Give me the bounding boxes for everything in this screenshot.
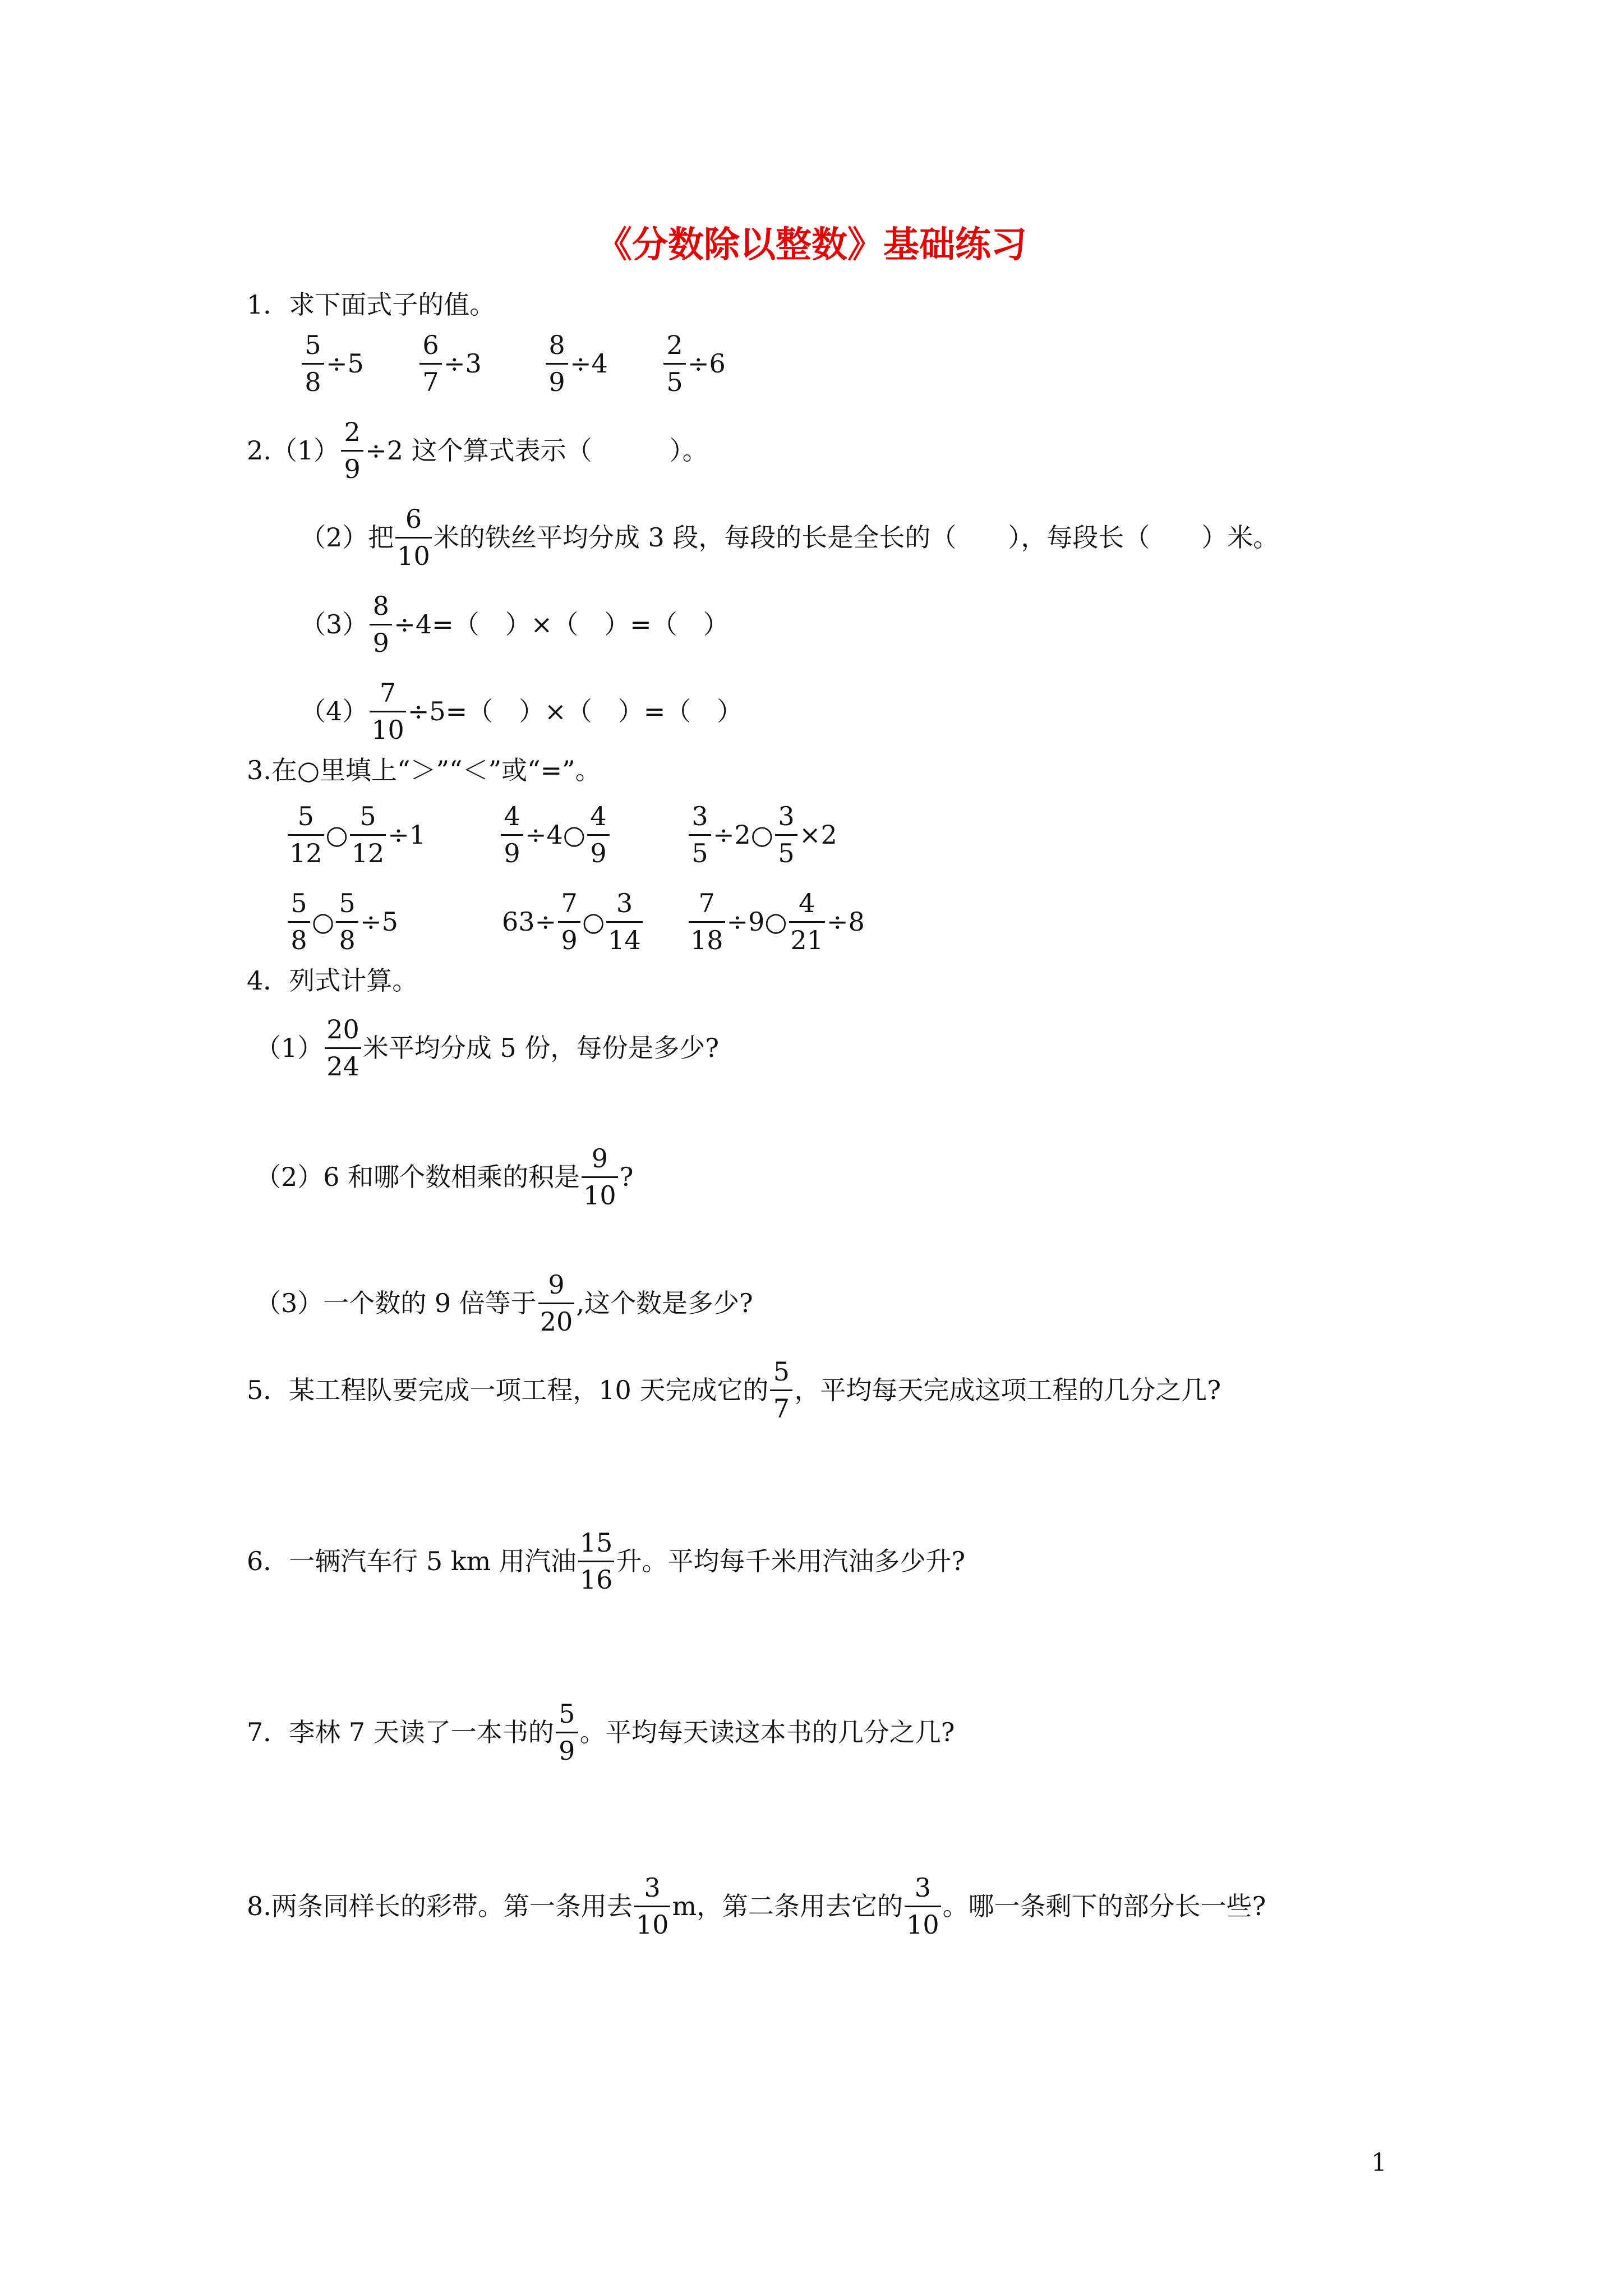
q8: 8.两条同样长的彩带。第一条用去 $\frac{3}{10}$ m，第二条用去它的 $\frac{3}{10}$ 。哪一条剩下的部分长一些? [247, 1872, 1266, 1940]
fraction: $\frac{6}{7}$ [419, 331, 442, 396]
q6: 6．一辆汽车行 5 km 用汽油 $\frac{15}{16}$ 升。平均每千米用汽油多少升? [247, 1527, 966, 1595]
fraction: $\frac{8}{9}$ [546, 331, 568, 396]
q1-expression-2: $\frac{6}{7}$ ÷3 [418, 331, 482, 396]
q2-part-3: （3） $\frac{8}{9}$ ÷4=（ ）×（ ）=（ ） [300, 591, 729, 658]
page-number: 1 [1371, 2148, 1387, 2177]
fraction: $\frac{5}{8}$ [288, 889, 310, 954]
q3-label: 3.在○里填上“＞”“＜”或“=”。 [247, 755, 601, 785]
fraction: $\frac{2}{5}$ [663, 331, 686, 396]
fraction: $\frac{3}{14}$ [606, 889, 643, 954]
q4-label: 4．列式计算。 [247, 965, 418, 996]
fraction: $\frac{5}{9}$ [556, 1700, 578, 1765]
q2-part-1: 2.（1） $\frac{2}{9}$ ÷2 这个算式表示（ ）。 [247, 417, 708, 484]
q7: 7．李林 7 天读了一本书的 $\frac{5}{9}$ 。平均每天读这本书的几分之几? [247, 1699, 955, 1766]
fraction: $\frac{5}{7}$ [770, 1358, 792, 1423]
fraction: $\frac{6}{10}$ [395, 505, 432, 570]
fraction: $\frac{3}{10}$ [634, 1874, 671, 1939]
q4-part-2: （2）6 和哪个数相乘的积是 $\frac{9}{10}$ ? [255, 1143, 634, 1211]
q2-part-4: （4） $\frac{7}{10}$ ÷5=（ ）×（ ）=（ ） [300, 678, 743, 745]
q5: 5．某工程队要完成一项工程，10 天完成它的 $\frac{5}{7}$ ，平均每天完成这项工程的几分之几? [247, 1356, 1221, 1424]
q1-expression-1: $\frac{5}{8}$ ÷5 [300, 331, 364, 396]
q4-part-1: （1） $\frac{20}{24}$ 米平均分成 5 份，每份是多少? [255, 1014, 720, 1082]
worksheet-title: 《分数除以整数》基础练习 [596, 224, 1027, 266]
compare-circle: ○ [582, 907, 605, 937]
compare-circle: ○ [312, 907, 335, 937]
fraction: $\frac{15}{16}$ [578, 1529, 615, 1594]
fraction: $\frac{9}{10}$ [582, 1144, 618, 1209]
fraction: $\frac{3}{5}$ [689, 802, 711, 867]
q2-part-2: （2）把 $\frac{6}{10}$ 米的铁丝平均分成 3 段，每段的长是全长的（ ），每段长（ ）米。 [300, 504, 1279, 571]
fraction: $\frac{5}{8}$ [336, 889, 358, 954]
q3-compare-3: $\frac{3}{5}$ ÷2○ $\frac{3}{5}$ ×2 [687, 802, 837, 867]
fraction: $\frac{7}{9}$ [558, 889, 580, 954]
fraction: $\frac{3}{5}$ [775, 802, 797, 867]
compare-circle: ○ [325, 820, 348, 850]
fraction: $\frac{4}{9}$ [501, 802, 523, 867]
q3-compare-4: $\frac{5}{8}$ ○ $\frac{5}{8}$ ÷5 [286, 889, 398, 954]
fraction: $\frac{4}{9}$ [587, 802, 610, 867]
fraction: $\frac{3}{10}$ [905, 1874, 941, 1939]
fraction: $\frac{5}{12}$ [350, 802, 386, 867]
q3-compare-2 [499, 802, 611, 867]
q3-compare-5: 63÷ $\frac{7}{9}$ ○ $\frac{3}{14}$ [502, 889, 644, 954]
compare-circle: ÷2○ [713, 820, 773, 850]
compare-circle: ÷4○ [525, 820, 585, 850]
fraction: $\frac{20}{24}$ [325, 1015, 361, 1080]
fraction: $\frac{7}{10}$ [370, 679, 406, 744]
fraction: $\frac{9}{20}$ [538, 1271, 575, 1336]
fraction: $\frac{5}{8}$ [302, 331, 324, 396]
fraction: $\frac{8}{9}$ [370, 592, 392, 657]
q1-expression-4: $\frac{2}{5}$ ÷6 [662, 331, 726, 396]
q3-compare-6: $\frac{7}{18}$ ÷9○ $\frac{4}{21}$ ÷8 [687, 889, 865, 954]
compare-circle: ÷9○ [726, 907, 787, 937]
fraction: $\frac{7}{18}$ [689, 889, 725, 954]
q4-part-3: （3）一个数的 9 倍等于 $\frac{9}{20}$ ,这个数是多少? [255, 1269, 753, 1337]
fraction: $\frac{5}{12}$ [288, 802, 324, 867]
fraction: $\frac{2}{9}$ [341, 418, 363, 483]
q3-compare-1: $\frac{5}{12}$ ○ $\frac{5}{12}$ ÷1 [286, 802, 426, 867]
fraction: $\frac{4}{21}$ [789, 889, 826, 954]
q1-label: 1．求下面式子的值。 [247, 289, 496, 320]
q1-expression-3: $\frac{8}{9}$ ÷4 [544, 331, 608, 396]
